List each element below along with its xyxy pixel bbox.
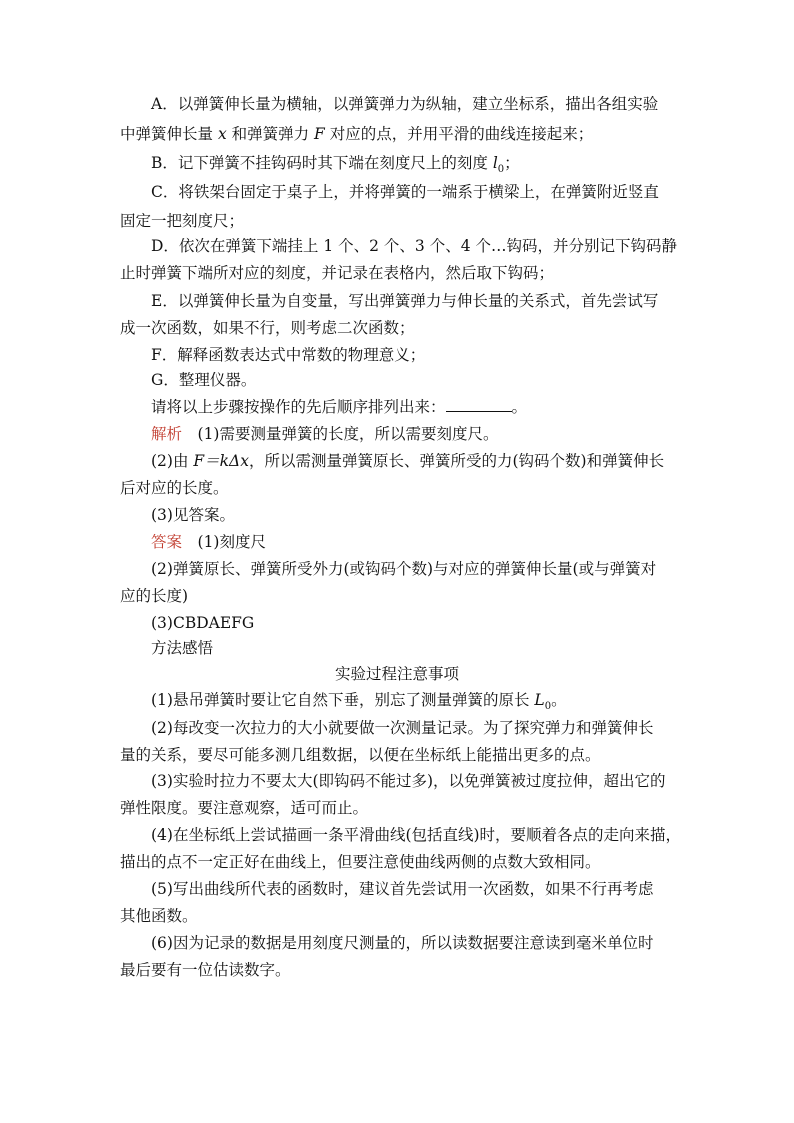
answer-line4: (3)CBDAEFG [151, 614, 255, 632]
analysis-line3: 后对应的长度。 [120, 479, 229, 497]
note-1-end: 。 [551, 691, 567, 709]
variable-l-upper: L [534, 691, 545, 709]
order-question-text: 请将以上步骤按操作的先后顺序排列出来： [151, 398, 446, 416]
notes-title: 实验过程注意事项 [334, 665, 459, 683]
subscript-0-upper: 0 [544, 701, 552, 713]
step-a-line1: A．以弹簧伸长量为横轴，以弹簧弹力为纵轴，建立坐标系，描出各组实验 [151, 95, 659, 113]
note-5-line1: (5)写出曲线所代表的函数时，建议首先尝试用一次函数，如果不行再考虑 [151, 880, 654, 898]
step-d-line1: D．依次在弹簧下端挂上 1 个、2 个、3 个、4 个…钩码，并分别记下钩码静 [151, 237, 678, 255]
note-6-line1: (6)因为记录的数据是用刻度尺测量的，所以读数据要注意读到毫米单位时 [151, 934, 654, 952]
step-a-text3: 对应的点，并用平滑的曲线连接起来； [324, 125, 594, 143]
step-e-line1: E．以弹簧伸长量为自变量，写出弹簧弹力与伸长量的关系式，首先尝试写 [151, 292, 659, 310]
method-title: 方法感悟 [151, 639, 214, 657]
order-question [151, 397, 527, 417]
note-3-line1: (3)实验时拉力不要太大(即钩码不能过多)，以免弹簧被过度拉伸，超出它的 [151, 772, 666, 790]
note-3-line2: 弹性限度。要注意观察，适可而止。 [120, 799, 369, 817]
step-a-text1: 中弹簧伸长量 [120, 125, 218, 143]
formula: F＝kΔx [193, 452, 249, 470]
analysis-text2b: ，所以需测量弹簧原长、弹簧所受的力(钩码个数)和弹簧伸长 [248, 452, 665, 470]
answer-tag: 答案 [151, 533, 183, 551]
order-question-end: 。 [511, 398, 528, 416]
step-a-line2 [120, 124, 593, 144]
step-e-line2: 成一次函数，如果不行，则考虑二次函数； [120, 319, 415, 337]
note-4-line2: 描出的点不一定正好在曲线上，但要注意使曲线两侧的点数大致相同。 [120, 853, 601, 871]
analysis-text1: (1)需要测量弹簧的长度，所以需要刻度尺。 [182, 425, 499, 443]
answer-blank [446, 397, 512, 412]
step-a-text2: 和弹簧弹力 [226, 125, 315, 143]
answer-line3: 应的长度) [120, 587, 189, 605]
variable-f: F [314, 125, 325, 143]
step-f: F．解释函数表达式中常数的物理意义； [151, 346, 426, 364]
note-5-line2: 其他函数。 [120, 907, 198, 925]
variable-x: x [217, 125, 227, 143]
step-c-line2: 固定一把刻度尺； [120, 212, 245, 230]
variable-l: l [492, 154, 498, 172]
analysis-line4: (3)见答案。 [151, 506, 235, 524]
analysis-line1 [151, 424, 498, 444]
answer-text1: (1)刻度尺 [182, 533, 266, 551]
step-b-end: ； [504, 154, 520, 172]
analysis-line2 [151, 451, 664, 471]
subscript-0: 0 [497, 164, 505, 176]
note-2-line2: 量的关系，要尽可能多测几组数据，以便在坐标纸上能描出更多的点。 [120, 746, 601, 764]
note-1-text: (1)悬吊弹簧时要让它自然下垂，别忘了测量弹簧的原长 [151, 691, 535, 709]
analysis-tag: 解析 [151, 425, 183, 443]
note-2-line1: (2)每改变一次拉力的大小就要做一次测量记录。为了探究弹力和弹簧伸长 [151, 719, 654, 737]
answer-line2: (2)弹簧原长、弹簧所受外力(或钩码个数)与对应的弹簧伸长量(或与弹簧对 [151, 560, 657, 578]
step-d-line2: 止时弹簧下端所对应的刻度，并记录在表格内，然后取下钩码； [120, 264, 555, 282]
note-6-line2: 最后要有一位估读数字。 [120, 961, 291, 979]
step-g: G．整理仪器。 [151, 371, 257, 389]
step-b-text: B．记下弹簧不挂钩码时其下端在刻度尺上的刻度 [151, 154, 493, 172]
note-1 [151, 690, 567, 713]
answer-line1 [151, 532, 266, 552]
note-4-line1: (4)在坐标纸上尝试描画一条平滑曲线(包括直线)时，要顺着各点的走向来描， [151, 826, 682, 844]
step-c-line1: C．将铁架台固定于桌子上，并将弹簧的一端系于横梁上，在弹簧附近竖直 [151, 183, 659, 201]
step-b [151, 153, 520, 176]
analysis-text2a: (2)由 [151, 452, 194, 470]
